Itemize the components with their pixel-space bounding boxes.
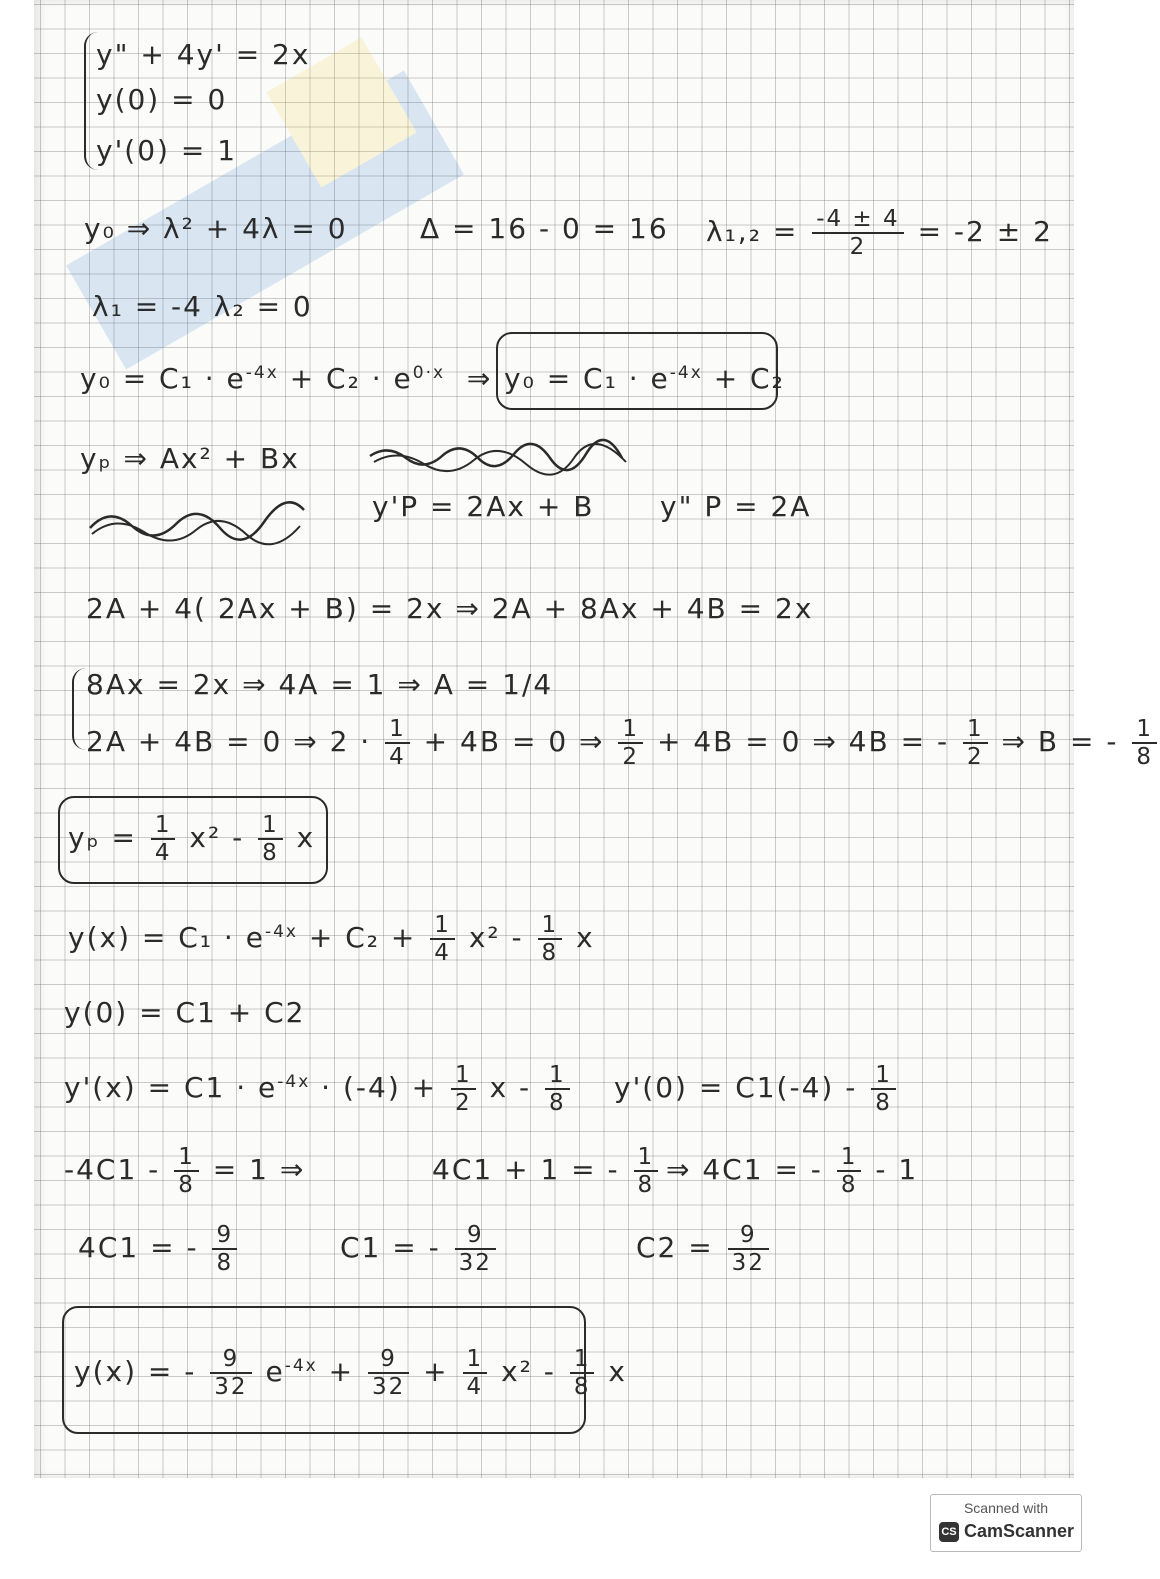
constant-4c1: 4C1 = - $\frac{9}{8}$: [78, 1222, 240, 1276]
scribble-crossout: [86, 500, 308, 544]
initial-condition-y0: y(0) = 0: [96, 83, 228, 116]
constant-c2: C2 = $\frac{9}{32}$: [636, 1222, 772, 1276]
coefficient-system-brace: [72, 668, 86, 750]
general-solution: $y(x) = C_1 \cdot e^{-4x} + C_2$ + $\frac{1}{4}$ x² - $\frac{1}{8}$ x: [68, 912, 595, 966]
constant-c1: C1 = - $\frac{9}{32}$: [340, 1222, 499, 1276]
constant-equation-c: ⇒ 4C1 = - $\frac{1}{8}$ - 1: [666, 1144, 919, 1198]
characteristic-equation: y₀ ⇒ λ² + 4λ = 0: [84, 212, 348, 245]
particular-guess: yₚ ⇒ Ax² + Bx: [80, 442, 300, 475]
badge-caption: Scanned with: [963, 1500, 1049, 1516]
coefficient-equation-a: 8Ax = 2x ⇒ 4A = 1 ⇒ A = 1/4: [86, 668, 554, 701]
first-derivative-particular: y'P = 2Ax + B: [372, 490, 595, 523]
general-solution-at-zero: y(0) = C1 + C2: [64, 996, 306, 1029]
badge-brand-name: CamScanner: [964, 1521, 1075, 1541]
homogeneous-solution-boxed: $y_0 = C_1 \cdot e^{-4x} + C_2$: [504, 362, 785, 395]
constant-equation-a: -4C1 - $\frac{1}{8}$ = 1 ⇒: [64, 1144, 306, 1198]
general-derivative-at-zero: y'(0) = C1(-4) - $\frac{1}{8}$: [614, 1062, 899, 1116]
second-derivative-particular: y" P = 2A: [660, 490, 812, 523]
ode-equation: y" + 4y' = 2x: [96, 38, 311, 71]
scribble-crossout: [368, 440, 632, 472]
coefficient-equation-b: 2A + 4B = 0 ⇒ 2 · $\frac{1}{4}$ + 4B = 0 ⇒ $\frac{1}{2}$ + 4B = 0 ⇒ 4B = - $\frac{1}{2}$ ⇒ B = - $\frac{1}{8}$: [86, 716, 1160, 770]
general-derivative: $y'(x) = C1 \cdot e^{-4x} \cdot (-4)$ + $\frac{1}{2}$ x - $\frac{1}{8}$: [64, 1062, 573, 1116]
particular-solution-boxed: yₚ = $\frac{1}{4}$ x² - $\frac{1}{8}$ x: [68, 812, 316, 866]
camscanner-badge: [930, 1494, 1082, 1552]
constant-equation-b: 4C1 + 1 = - $\frac{1}{8}$: [432, 1144, 661, 1198]
discriminant: Δ = 16 - 0 = 16: [420, 212, 669, 245]
initial-condition-dy0: y'(0) = 1: [96, 134, 238, 167]
substitution: 2A + 4( 2Ax + B) = 2x ⇒ 2A + 8Ax + 4B = 2x: [86, 592, 814, 625]
camscanner-logo-icon: CS: [939, 1522, 959, 1542]
final-solution: y(x) = - $\frac{9}{32}$ $e^{-4x}$ + $\frac{9}{32}$ + $\frac{1}{4}$ x² - $\frac{1}{8}$ x: [74, 1346, 627, 1400]
homogeneous-solution: $y_0 = C_1 \cdot e^{-4x} + C_2 \cdot e^{0\cdot x}$ ⇒: [80, 362, 493, 395]
roots: λ₁ = -4 λ₂ = 0: [92, 290, 313, 323]
roots-formula: λ₁,₂ = $\frac{-4 \pm 4}{2}$ = -2 ± 2: [706, 206, 1053, 260]
